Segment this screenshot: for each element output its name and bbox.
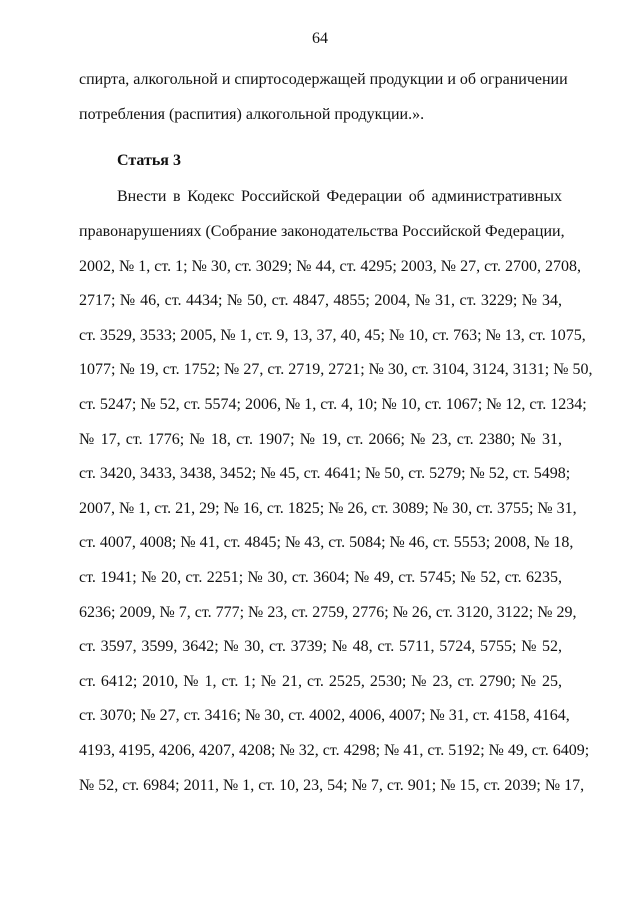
article-line: ст. 4007, 4008; № 41, ст. 4845; № 43, ст. 5084; № 46, ст. 5553; 2008, № 18, [79, 534, 574, 551]
article-line: 2002, № 1, ст. 1; № 30, ст. 3029; № 44, ст. 4295; 2003, № 27, ст. 2700, 2708, [79, 258, 581, 275]
article-line: ст. 3070; № 27, ст. 3416; № 30, ст. 4002, 4006, 4007; № 31, ст. 4158, 4164, [79, 707, 570, 724]
article-line: № 52, ст. 6984; 2011, № 1, ст. 10, 23, 54; № 7, ст. 901; № 15, ст. 2039; № 17, [79, 777, 585, 794]
article-line: 1077; № 19, ст. 1752; № 27, ст. 2719, 2721; № 30, ст. 3104, 3124, 3131; № 50, [79, 361, 593, 378]
article-line: ст. 3420, 3433, 3438, 3452; № 45, ст. 4641; № 50, ст. 5279; № 52, ст. 5498; [79, 465, 571, 482]
article-line: 4193, 4195, 4206, 4207, 4208; № 32, ст. 4298; № 41, ст. 5192; № 49, ст. 6409; [79, 742, 590, 759]
article-line: ст. 3529, 3533; 2005, № 1, ст. 9, 13, 37, 40, 45; № 10, ст. 763; № 13, ст. 1075, [79, 327, 586, 344]
article-line: 2007, № 1, ст. 21, 29; № 16, ст. 1825; № 26, ст. 3089; № 30, ст. 3755; № 31, [79, 500, 577, 517]
article-heading: Статья 3 [117, 152, 181, 169]
intro-line: спирта, алкогольной и спиртосодержащей продукции и об ограничении [79, 71, 568, 88]
article-line: ст. 6412; 2010, № 1, ст. 1; № 21, ст. 2525, 2530; № 23, ст. 2790; № 25, [79, 673, 562, 690]
article-line: ст. 3597, 3599, 3642; № 30, ст. 3739; № 48, ст. 5711, 5724, 5755; № 52, [79, 638, 562, 655]
article-line: 2717; № 46, ст. 4434; № 50, ст. 4847, 4855; 2004, № 31, ст. 3229; № 34, [79, 292, 562, 309]
article-line: № 17, ст. 1776; № 18, ст. 1907; № 19, ст. 2066; № 23, ст. 2380; № 31, [79, 431, 562, 448]
article-line: ст. 1941; № 20, ст. 2251; № 30, ст. 3604; № 49, ст. 5745; № 52, ст. 6235, [79, 569, 562, 586]
article-line: правонарушениях (Собрание законодательства Российской Федерации, [79, 223, 565, 240]
article-line: ст. 5247; № 52, ст. 5574; 2006, № 1, ст. 4, 10; № 10, ст. 1067; № 12, ст. 1234; [79, 396, 587, 413]
intro-line: потребления (распития) алкогольной продукции.». [79, 106, 425, 123]
page-number: 64 [312, 30, 328, 47]
article-line: 6236; 2009, № 7, ст. 777; № 23, ст. 2759, 2776; № 26, ст. 3120, 3122; № 29, [79, 604, 577, 621]
article-line: Внести в Кодекс Российской Федерации об административных [117, 188, 562, 205]
